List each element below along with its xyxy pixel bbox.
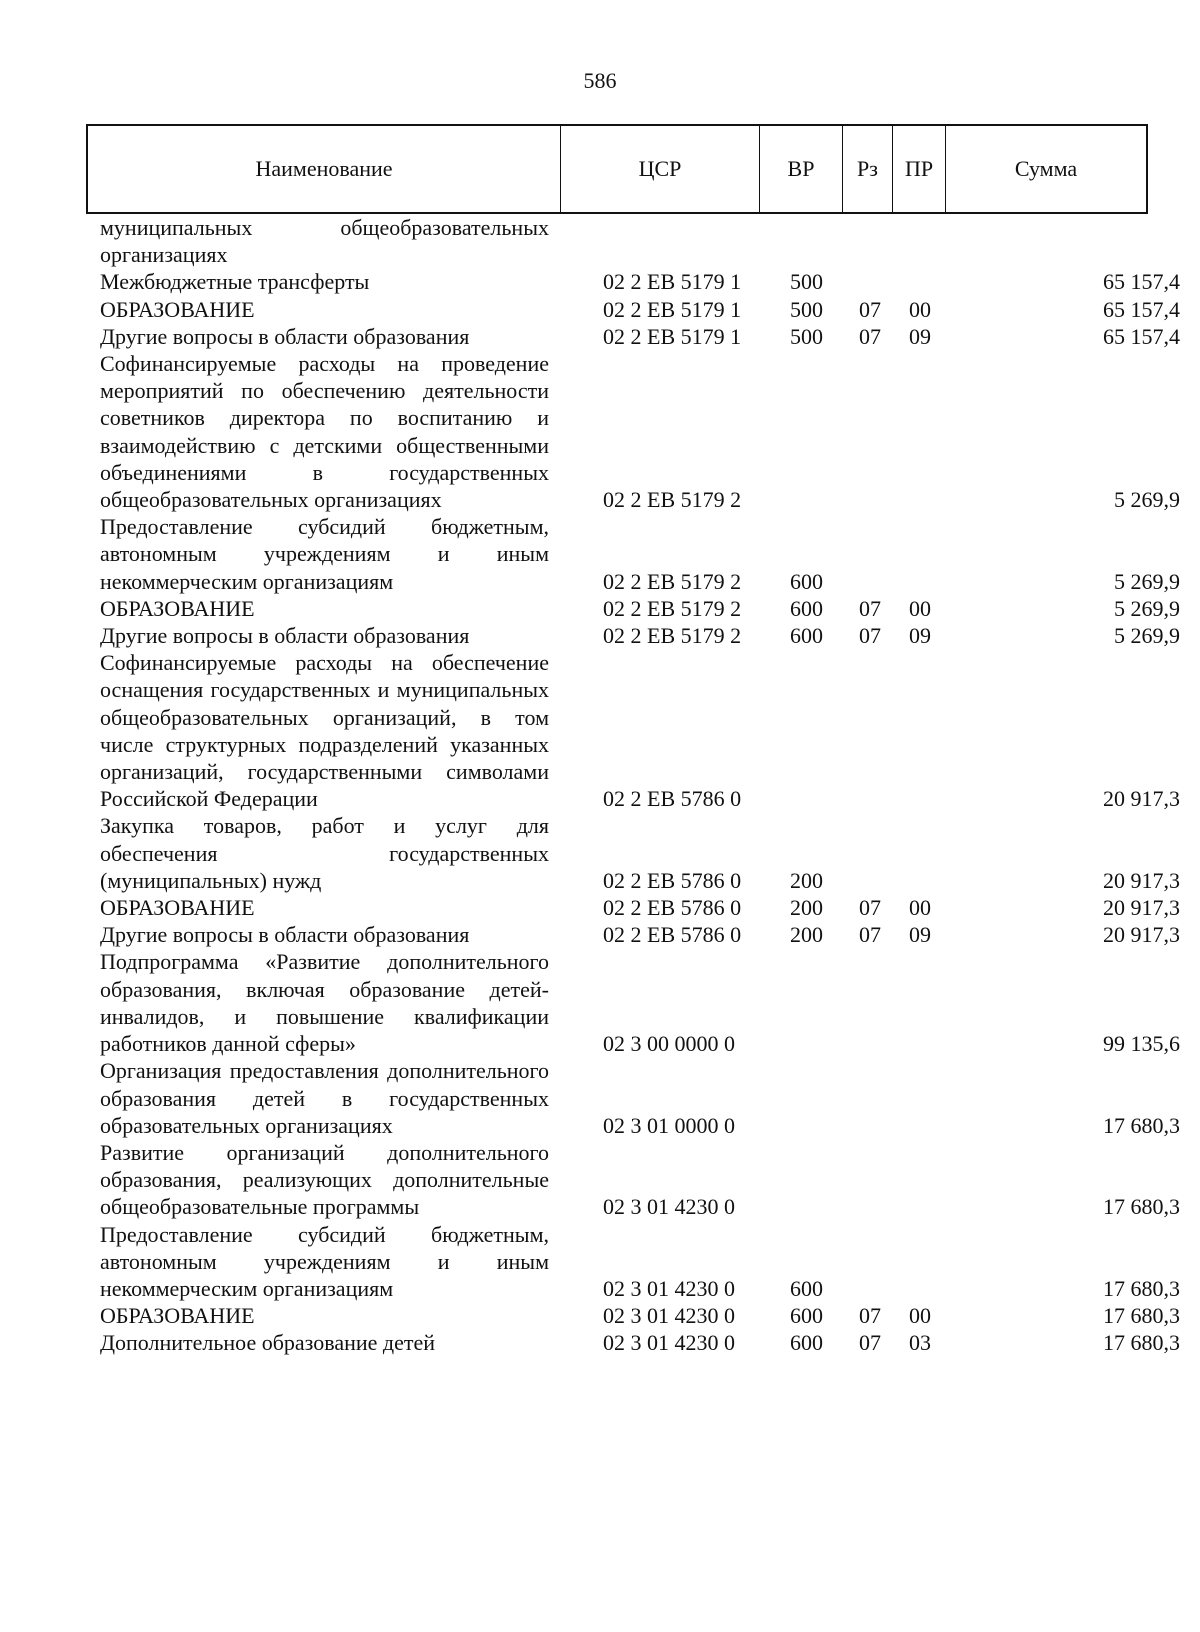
cell-csr: 02 2 ЕВ 5786 0 — [603, 922, 742, 948]
column-header-pr: ПР — [893, 126, 946, 212]
cell-csr: 02 2 ЕВ 5179 2 — [603, 568, 742, 594]
cell-name: Организация предоставления дополнительного образования детей в государственных образовательных организациях — [100, 1058, 549, 1138]
cell-sum: 99 135,6 — [1103, 1031, 1180, 1057]
cell-name: ОБРАЗОВАНИЕ — [100, 895, 255, 921]
cell-name: Другие вопросы в области образования — [100, 323, 470, 349]
table-row — [0, 350, 1200, 513]
column-header-name: Наименование — [88, 126, 561, 212]
table-row — [0, 1329, 1200, 1356]
cell-name: Закупка товаров, работ и услуг для обеспечения государственных (муниципальных) нужд — [100, 813, 549, 893]
cell-pr: 00 — [909, 595, 931, 621]
cell-vr: 600 — [790, 1330, 823, 1356]
cell-csr: 02 2 ЕВ 5179 1 — [603, 269, 742, 295]
cell-sum: 17 680,3 — [1103, 1330, 1180, 1356]
cell-sum: 5 269,9 — [1114, 487, 1180, 513]
table-row — [0, 268, 1200, 295]
cell-csr: 02 2 ЕВ 5179 1 — [603, 296, 742, 322]
cell-rz: 07 — [859, 323, 881, 349]
cell-name: Подпрограмма «Развитие дополнительного образования, включая образование детей-инвалидов, и повышение квалификации работников данной сферы» — [100, 949, 549, 1057]
cell-sum: 17 680,3 — [1103, 1275, 1180, 1301]
cell-sum: 65 157,4 — [1103, 296, 1180, 322]
table-row — [0, 1302, 1200, 1329]
cell-pr: 00 — [909, 296, 931, 322]
cell-name: Дополнительное образование детей — [100, 1330, 436, 1356]
cell-vr: 200 — [790, 895, 823, 921]
column-header-rz: Рз — [843, 126, 893, 212]
table-row — [0, 1057, 1200, 1139]
cell-name: ОБРАЗОВАНИЕ — [100, 595, 255, 621]
column-header-sum: Сумма — [1014, 156, 1078, 181]
cell-sum: 65 157,4 — [1103, 323, 1180, 349]
cell-name: ОБРАЗОВАНИЕ — [100, 296, 255, 322]
column-header-vr: ВР — [760, 126, 843, 212]
cell-csr: 02 3 01 4230 0 — [603, 1303, 735, 1329]
cell-csr: 02 2 ЕВ 5179 2 — [603, 623, 742, 649]
cell-name: Другие вопросы в области образования — [100, 922, 470, 948]
cell-csr: 02 3 00 0000 0 — [603, 1031, 735, 1057]
cell-vr: 200 — [790, 867, 823, 893]
cell-sum: 20 917,3 — [1103, 922, 1180, 948]
table-row — [0, 595, 1200, 622]
table-header — [86, 124, 1148, 214]
cell-csr: 02 3 01 4230 0 — [603, 1330, 735, 1356]
cell-csr: 02 2 ЕВ 5179 2 — [603, 487, 742, 513]
cell-rz: 07 — [859, 595, 881, 621]
cell-csr: 02 3 01 4230 0 — [603, 1275, 735, 1301]
cell-sum: 65 157,4 — [1103, 269, 1180, 295]
cell-vr: 600 — [790, 1275, 823, 1301]
cell-csr: 02 3 01 0000 0 — [603, 1112, 735, 1138]
cell-name: Межбюджетные трансферты — [100, 269, 370, 295]
cell-name: ОБРАЗОВАНИЕ — [100, 1303, 255, 1329]
cell-pr: 00 — [909, 895, 931, 921]
cell-name: муниципальных общеобразовательных организациях — [100, 215, 549, 268]
cell-name: Другие вопросы в области образования — [100, 623, 470, 649]
table-row — [0, 513, 1200, 595]
cell-csr: 02 2 ЕВ 5786 0 — [603, 867, 742, 893]
cell-rz: 07 — [859, 922, 881, 948]
cell-rz: 07 — [859, 1303, 881, 1329]
cell-sum: 20 917,3 — [1103, 786, 1180, 812]
cell-sum: 5 269,9 — [1114, 568, 1180, 594]
cell-name: Софинансируемые расходы на обеспечение оснащения государственных и муниципальных общеобразовательных организаций, в том числе структурных подразделений указанных организаций, государственными символами Российской Федерации — [100, 650, 549, 812]
cell-sum: 17 680,3 — [1103, 1112, 1180, 1138]
table-row — [0, 1221, 1200, 1303]
cell-rz: 07 — [859, 296, 881, 322]
cell-csr: 02 2 ЕВ 5786 0 — [603, 895, 742, 921]
table-row — [0, 214, 1200, 268]
cell-name: Предоставление субсидий бюджетным, автономным учреждениям и иным некоммерческим организациям — [100, 514, 549, 594]
table-row — [0, 812, 1200, 894]
cell-vr: 600 — [790, 568, 823, 594]
cell-sum: 5 269,9 — [1114, 623, 1180, 649]
table-row — [0, 894, 1200, 921]
table-row — [0, 1139, 1200, 1221]
table-row — [0, 296, 1200, 323]
cell-rz: 07 — [859, 895, 881, 921]
cell-vr: 200 — [790, 922, 823, 948]
cell-name: Развитие организаций дополнительного образования, реализующих дополнительные общеобразовательные программы — [100, 1139, 549, 1220]
cell-vr: 500 — [790, 269, 823, 295]
cell-vr: 500 — [790, 323, 823, 349]
cell-vr: 600 — [790, 595, 823, 621]
column-header-csr: ЦСР — [561, 126, 760, 212]
cell-sum: 17 680,3 — [1103, 1303, 1180, 1329]
cell-rz: 07 — [859, 623, 881, 649]
page-number: 586 — [583, 68, 617, 93]
cell-pr: 09 — [909, 623, 931, 649]
cell-csr: 02 2 ЕВ 5179 1 — [603, 323, 742, 349]
cell-rz: 07 — [859, 1330, 881, 1356]
cell-name: Предоставление субсидий бюджетным, автономным учреждениям и иным некоммерческим организациям — [100, 1221, 549, 1301]
cell-vr: 600 — [790, 623, 823, 649]
table-row — [0, 323, 1200, 350]
cell-sum: 20 917,3 — [1103, 867, 1180, 893]
cell-name: Софинансируемые расходы на проведение мероприятий по обеспечению деятельности советников директора по воспитанию и взаимодействию с детскими общественными объединениями в государственных общеобразовательных организациях — [100, 351, 549, 513]
cell-sum: 20 917,3 — [1103, 895, 1180, 921]
cell-pr: 03 — [909, 1330, 931, 1356]
cell-csr: 02 3 01 4230 0 — [603, 1194, 735, 1220]
cell-pr: 09 — [909, 323, 931, 349]
cell-csr: 02 2 ЕВ 5179 2 — [603, 595, 742, 621]
table-row — [0, 622, 1200, 649]
cell-csr: 02 2 ЕВ 5786 0 — [603, 786, 742, 812]
cell-vr: 500 — [790, 296, 823, 322]
cell-sum: 5 269,9 — [1114, 595, 1180, 621]
cell-pr: 09 — [909, 922, 931, 948]
cell-sum: 17 680,3 — [1103, 1194, 1180, 1220]
cell-vr: 600 — [790, 1303, 823, 1329]
cell-pr: 00 — [909, 1303, 931, 1329]
table-row — [0, 921, 1200, 948]
table-row — [0, 948, 1200, 1057]
table-body — [0, 214, 1200, 1357]
table-row — [0, 649, 1200, 812]
